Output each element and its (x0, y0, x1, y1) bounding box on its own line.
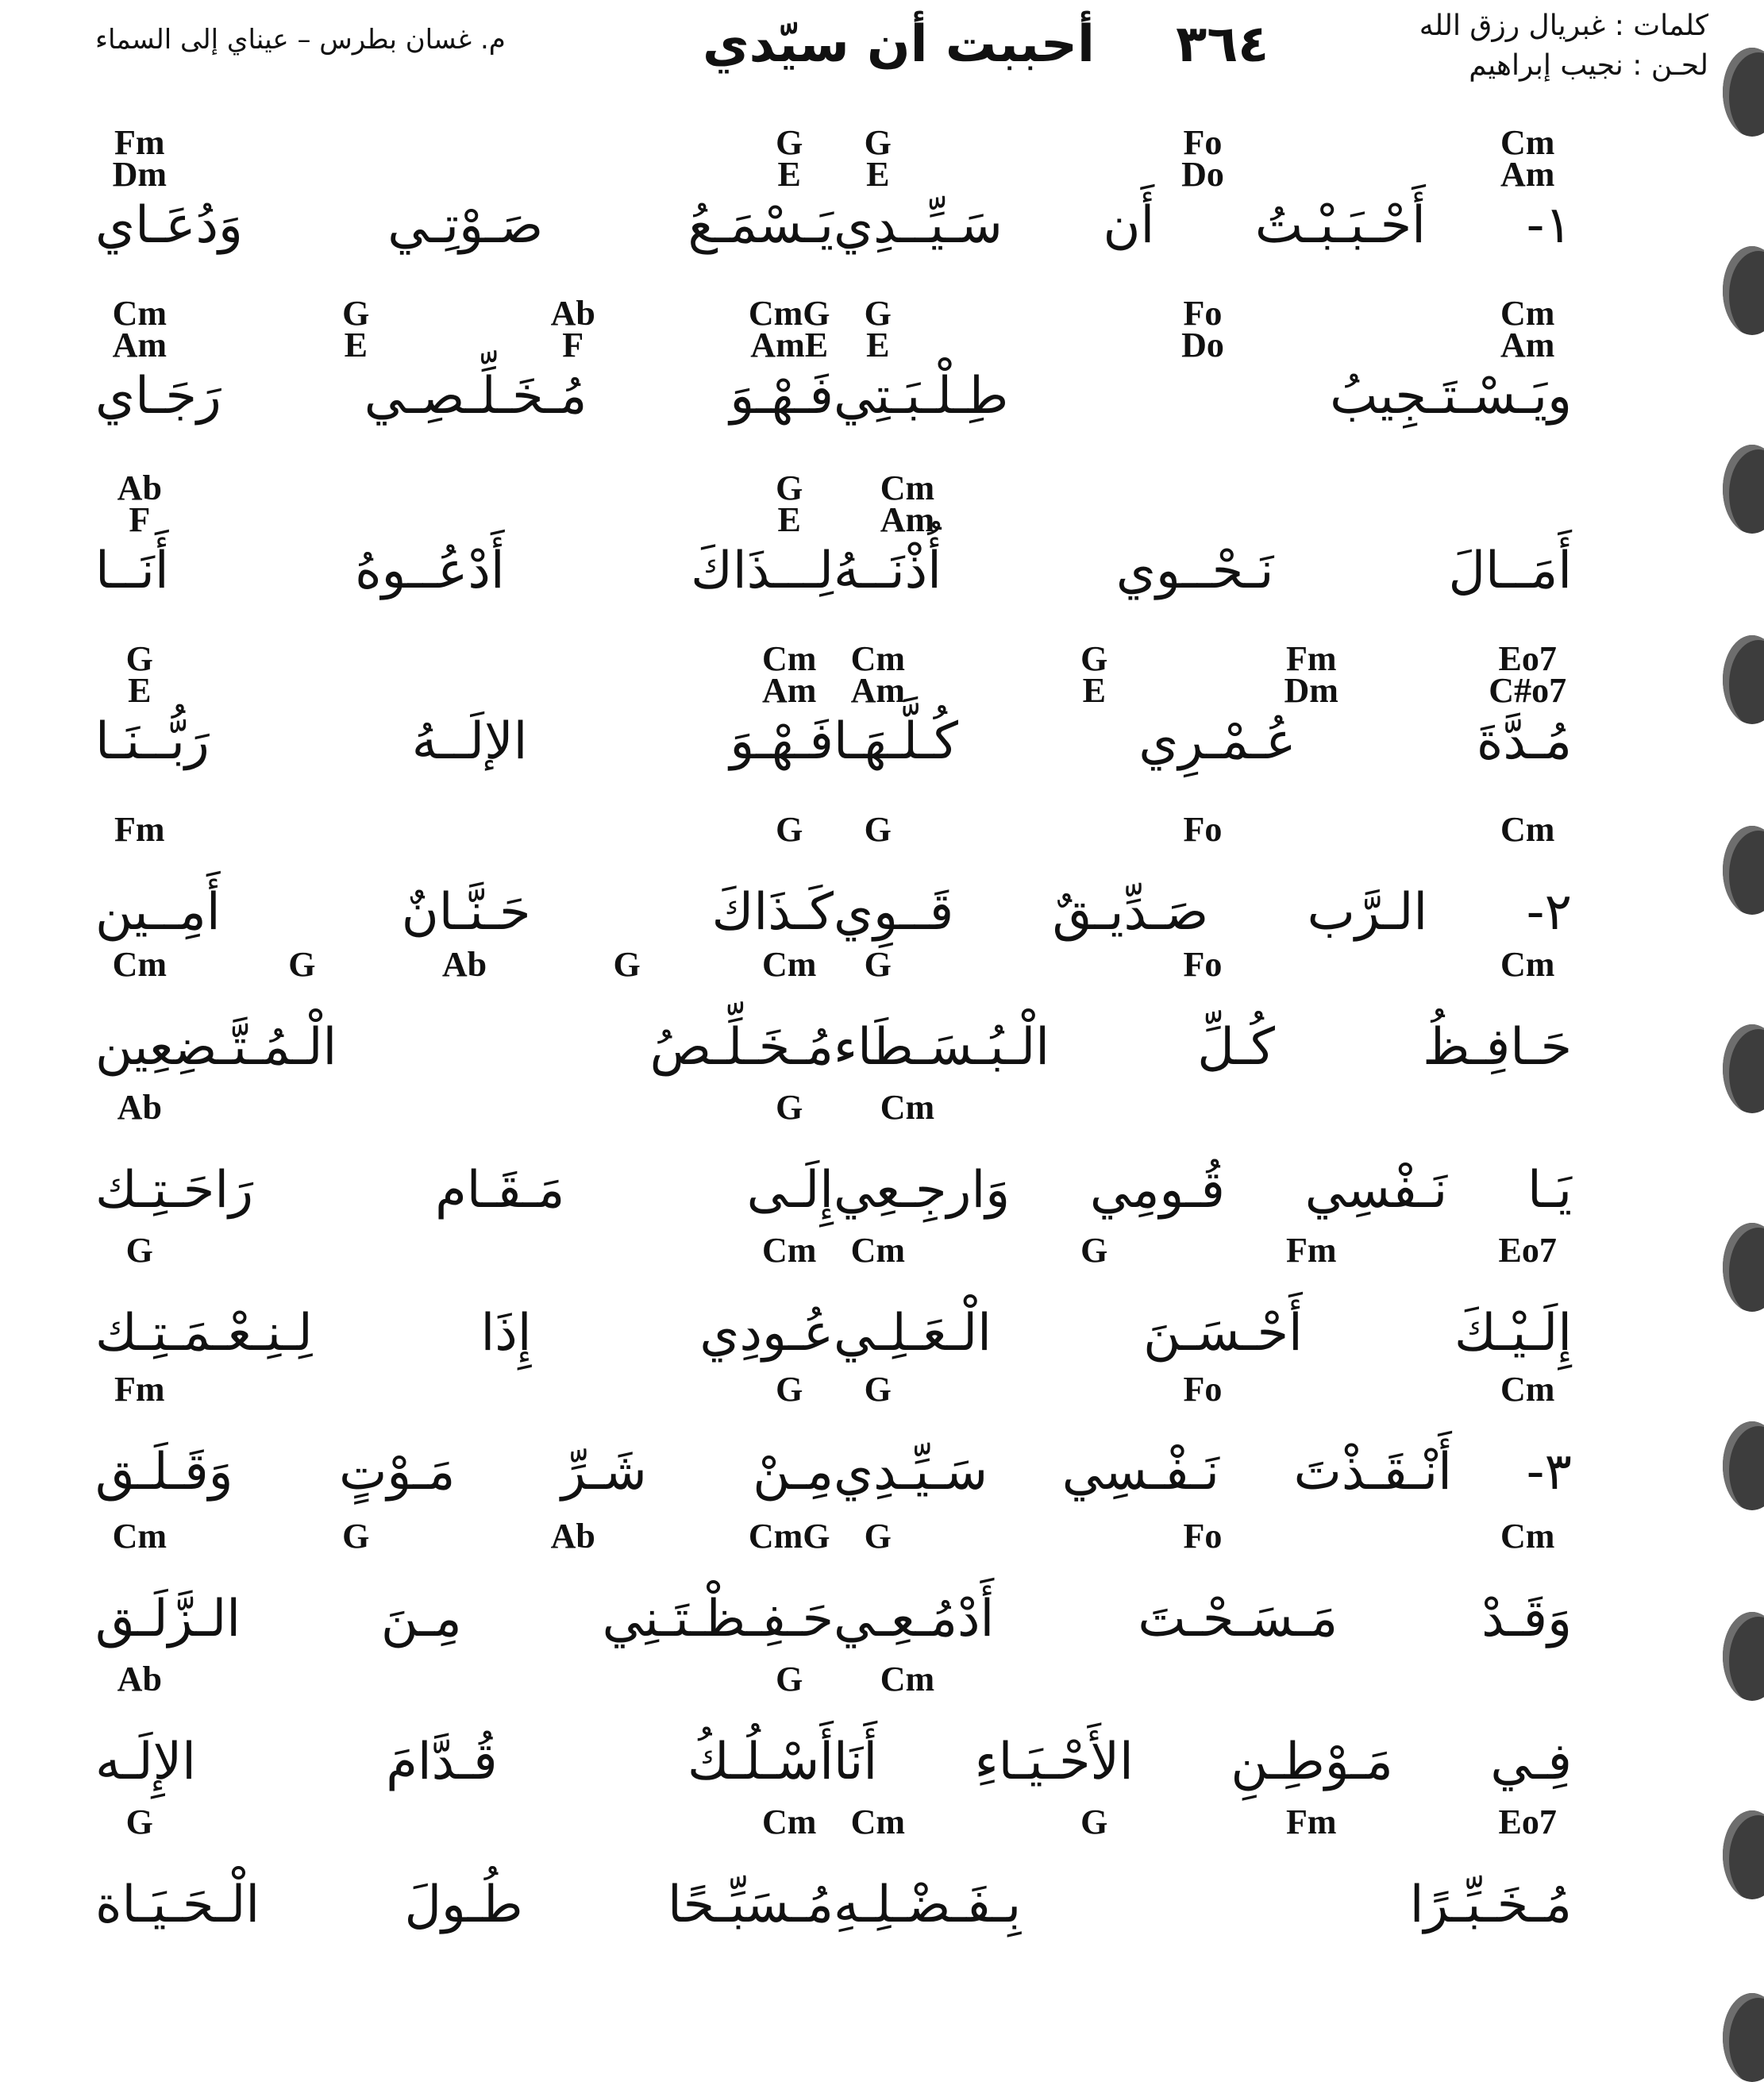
chord-primary: G (864, 294, 892, 333)
binder-tabs (1724, 0, 1764, 2033)
chord-symbol (864, 1517, 892, 1556)
lyric-text: أَمَــالَ نَـحْــوي أُذْنَــهُ (834, 542, 1572, 600)
chord-symbol (112, 1517, 168, 1556)
chord-symbol (342, 294, 370, 364)
chord-primary: G (776, 1088, 803, 1127)
chord-symbol (761, 1231, 817, 1270)
chord-primary: Ab (117, 1088, 162, 1127)
hemistich-left (95, 1088, 834, 1227)
chord-primary: Cm (112, 945, 168, 984)
chord-symbol (850, 1802, 906, 1841)
lyric-text: يَـا نَـفْسِي قُـومِي وَارجِـعِي (834, 1161, 1572, 1220)
chord-primary: Eo7 (1498, 1802, 1557, 1841)
chord-symbol (1500, 294, 1555, 364)
lyric-text: فَـهْـوَ مُـخَـلِّـصِـي رَجَـاي (95, 367, 834, 426)
stanza-line (95, 1660, 1683, 1799)
chord-symbol (850, 639, 906, 710)
binder-tab (1723, 246, 1764, 335)
lyric-text: حَـافِـظُ كُـلِّ الْـبُـسَـطَاء (834, 1018, 1572, 1077)
chord-primary: G (864, 1370, 892, 1409)
binder-tab (1723, 1024, 1764, 1113)
chord-row (834, 945, 1572, 1014)
chord-symbol (441, 945, 487, 984)
chord-symbol (112, 945, 168, 984)
chord-primary: Ab (441, 945, 487, 984)
chord-alternate: E (128, 671, 152, 710)
chord-primary: CmG (748, 294, 830, 333)
chord-primary: G (125, 1802, 153, 1841)
stanza-line (95, 1517, 1683, 1656)
chord-primary: Cm (880, 468, 935, 507)
chord-symbol (761, 945, 817, 984)
hemistich-left (95, 1660, 834, 1799)
chord-primary: Cm (850, 1231, 906, 1270)
hemistich-left (95, 1370, 834, 1509)
chord-symbol (1181, 123, 1224, 194)
hemistich-right (834, 1802, 1572, 1941)
stanza-line (95, 123, 1683, 262)
chord-symbol (1183, 810, 1223, 849)
chord-primary: Eo7 (1498, 1231, 1557, 1270)
chord-primary: G (776, 123, 803, 162)
chord-row (834, 1231, 1572, 1300)
music-credit: لحـن : نجيب إبراهيم (1469, 49, 1708, 82)
chord-alternate: E (344, 326, 368, 364)
chord-primary: Cm (1500, 1517, 1555, 1556)
chord-primary: G (288, 945, 316, 984)
hemistich-right (834, 294, 1572, 433)
chord-primary: G (613, 945, 641, 984)
chord-row (834, 810, 1572, 879)
chord-symbol (117, 1660, 162, 1698)
chord-primary: Ab (550, 1517, 595, 1556)
chord-primary: Fm (114, 123, 165, 162)
stanza-line (95, 468, 1683, 607)
chord-symbol (776, 123, 803, 194)
hemistich-left (95, 123, 834, 262)
chord-primary: G (1080, 1802, 1108, 1841)
chord-symbol (850, 1231, 906, 1270)
hemistich-left (95, 294, 834, 433)
chord-symbol (864, 294, 892, 364)
stanza-line (95, 945, 1683, 1084)
chord-primary: Fm (1285, 639, 1337, 678)
chord-primary: Fo (1183, 945, 1223, 984)
chord-symbol (864, 810, 892, 849)
chord-symbol (1080, 639, 1108, 710)
chord-row (834, 294, 1572, 364)
chord-symbol (288, 945, 316, 984)
chord-primary: Fm (114, 1370, 165, 1409)
chord-symbol (114, 810, 165, 849)
chord-alternate: Am (850, 671, 906, 710)
chord-primary: G (125, 1231, 153, 1270)
chord-alternate: E (1082, 671, 1106, 710)
song-number: ٣٦٤ (1176, 15, 1269, 74)
hemistich-right (834, 1088, 1572, 1227)
binder-tab (1723, 1223, 1764, 1312)
chord-alternate: Do (1181, 326, 1224, 364)
chord-symbol (125, 1231, 153, 1270)
lyric-text: ٣- أَنْـقَـذْتَ نَـفْـسِي سَـيِّـدِي (834, 1443, 1572, 1502)
chord-symbol (776, 468, 803, 539)
hemistich-left (95, 945, 834, 1084)
stanza-line (95, 1802, 1683, 1941)
chord-alternate: Dm (1284, 671, 1338, 710)
lyric-text: عُـودِي إِذَا لِـنِـعْـمَـتِـك (95, 1304, 834, 1363)
chord-alternate: E (777, 500, 801, 539)
lyric-text: كَـذَاكَ حَـنَّـانٌ أَمِــين (95, 883, 834, 942)
chord-row (834, 639, 1572, 710)
chord-primary: Cm (1500, 945, 1555, 984)
chord-symbol (761, 639, 817, 710)
song-title: أحببت أن سيّدي (703, 15, 1095, 74)
chord-alternate: AmE (750, 326, 829, 364)
chord-primary: G (776, 468, 803, 507)
chord-primary: Fo (1183, 1517, 1223, 1556)
chord-alternate: Do (1181, 155, 1224, 194)
chord-row (95, 945, 834, 1014)
chord-primary: Cm (850, 1802, 906, 1841)
binder-tab (1723, 1612, 1764, 1701)
chord-primary: Cm (761, 1802, 817, 1841)
chord-primary: G (342, 294, 370, 333)
chord-symbol (1284, 639, 1338, 710)
chord-symbol (112, 294, 168, 364)
chord-primary: Fo (1183, 123, 1223, 162)
chord-symbol (776, 810, 803, 849)
chord-symbol (1500, 810, 1555, 849)
binder-tab (1723, 826, 1764, 915)
chord-symbol (1500, 1370, 1555, 1409)
lyric-text: مُـخَـلِّـصُ الْـمُـتَّـضِعِين (95, 1018, 834, 1077)
chord-symbol (1489, 639, 1567, 710)
chord-row (95, 468, 834, 539)
chord-alternate: C#o7 (1489, 671, 1567, 710)
chord-row (95, 123, 834, 194)
credits (1419, 6, 1708, 86)
chord-primary: Cm (112, 1517, 168, 1556)
chord-primary: CmG (748, 1517, 830, 1556)
hemistich-right (834, 1370, 1572, 1509)
hemistich-left (95, 1517, 834, 1656)
chord-symbol (880, 1660, 935, 1698)
hemistich-right (834, 1517, 1572, 1656)
chord-primary: G (776, 1370, 803, 1409)
chord-primary: G (125, 639, 153, 678)
chord-symbol (1183, 945, 1223, 984)
chord-primary: G (1080, 1231, 1108, 1270)
chord-primary: G (864, 945, 892, 984)
chord-row (834, 1088, 1572, 1157)
chord-symbol (1500, 945, 1555, 984)
stanza-line (95, 639, 1683, 778)
chord-symbol (117, 1088, 162, 1127)
stanza-line (95, 1231, 1683, 1370)
chord-alternate: E (777, 155, 801, 194)
hemistich-right (834, 810, 1572, 949)
source-reference: م. غسان بطرس – عيناي إلى السماء (95, 24, 506, 56)
chord-primary: Cm (761, 639, 817, 678)
chord-primary: Fm (1285, 1231, 1337, 1270)
lyric-text: إِلَـى مَـقَـام رَاحَـتِـك (95, 1161, 834, 1220)
chord-symbol (550, 1517, 595, 1556)
chord-row (95, 1517, 834, 1586)
chord-symbol (864, 123, 892, 194)
lyric-text: ويَـسْـتَـجِيبُ طِـلْـبَـتِي (834, 367, 1572, 426)
chord-primary: G (342, 1517, 370, 1556)
hemistich-right (834, 1231, 1572, 1370)
binder-tab (1723, 445, 1764, 534)
lyric-text: ١- أَحْـبَـبْـتُ أَن سَـيِّــدِي (834, 196, 1572, 255)
chord-primary: Cm (880, 1660, 935, 1698)
chord-primary: Cm (1500, 123, 1555, 162)
chord-symbol (880, 1088, 935, 1127)
chord-primary: Eo7 (1498, 639, 1557, 678)
lyric-text: ٢- الـرَّب صَـدِّيـقٌ قَــوِي (834, 883, 1572, 942)
hemistich-right (834, 945, 1572, 1084)
chord-primary: Cm (1500, 294, 1555, 333)
lyric-text: حَـفِـظْـتَـنِي مِـنَ الـزَّلَـق (95, 1590, 834, 1648)
chord-alternate: E (866, 326, 890, 364)
chord-primary: G (864, 123, 892, 162)
chord-primary: G (864, 1517, 892, 1556)
binder-tab (1723, 1810, 1764, 1899)
chord-symbol (613, 945, 641, 984)
chord-row (95, 294, 834, 364)
chord-primary: G (864, 810, 892, 849)
lyric-text: أَسْـلُـكُ قُـدَّامَ الإِلَـه (95, 1733, 834, 1791)
chord-symbol (776, 1660, 803, 1698)
chord-symbol (342, 1517, 370, 1556)
chord-row (95, 810, 834, 879)
chord-row (95, 1231, 834, 1300)
chord-alternate: Am (112, 326, 168, 364)
lyric-text: مُـدَّةَ عُـمْـرِي كُـلَّـهَـا (834, 712, 1572, 771)
chord-symbol (1500, 1517, 1555, 1556)
chord-row (834, 1370, 1572, 1439)
stanza-line (95, 1370, 1683, 1509)
chord-symbol (1498, 1231, 1557, 1270)
chord-row (834, 1517, 1572, 1586)
hemistich-left (95, 1802, 834, 1941)
chord-primary: Cm (112, 294, 168, 333)
chord-primary: Fm (114, 810, 165, 849)
chord-row (834, 1660, 1572, 1729)
lyric-text: مِـنْ شَـرِّ مَـوْتٍ وَقَـلَـق (95, 1443, 834, 1502)
chord-symbol (1498, 1802, 1557, 1841)
chord-symbol (1080, 1802, 1108, 1841)
chord-symbol (1181, 294, 1224, 364)
chord-symbol (1183, 1517, 1223, 1556)
lyric-text: مُـسَبِّـحًا طُـولَ الْـحَـيَـاة (95, 1876, 834, 1934)
lyric-text: وَقَـدْ مَـسَـحْـتَ أَدْمُـعِـي (834, 1590, 1572, 1648)
chord-primary: Cm (1500, 810, 1555, 849)
binder-tab (1723, 635, 1764, 724)
lyrics-credit: كلمات : غبريال رزق الله (1419, 10, 1708, 42)
chord-symbol (1500, 123, 1555, 194)
chord-primary: Cm (850, 639, 906, 678)
chord-alternate: F (562, 326, 584, 364)
chord-symbol (1183, 1370, 1223, 1409)
lyric-text: مُـخَـبِّـرًا بِـفَـضْـلِـهِ (834, 1876, 1572, 1934)
binder-tab (1723, 1993, 1764, 2082)
stanza-line (95, 1088, 1683, 1227)
chord-symbol (125, 639, 153, 710)
lyric-text: إِلَـيْـكَ أَحْـسَـنَ الْـعَـلِـي (834, 1304, 1572, 1363)
lyric-text: يَـسْمَـعُ صَـوْتِـي وَدُعَـاي (95, 196, 834, 255)
chord-primary: Ab (117, 1660, 162, 1698)
hemistich-right (834, 123, 1572, 262)
chord-alternate: Am (1500, 326, 1555, 364)
chord-primary: Ab (550, 294, 595, 333)
chord-row (834, 1802, 1572, 1872)
chord-symbol (864, 1370, 892, 1409)
chord-primary: Cm (880, 1088, 935, 1127)
binder-tab (1723, 1421, 1764, 1510)
chord-primary: Fo (1183, 294, 1223, 333)
chord-symbol (117, 468, 162, 539)
chord-symbol (125, 1802, 153, 1841)
chord-symbol (550, 294, 595, 364)
chord-primary: Cm (761, 1231, 817, 1270)
hemistich-left (95, 639, 834, 778)
chord-primary: G (776, 810, 803, 849)
chord-alternate: E (866, 155, 890, 194)
chord-row (834, 468, 1572, 539)
chord-symbol (1080, 1231, 1108, 1270)
chord-row (95, 1802, 834, 1872)
chord-primary: Cm (761, 945, 817, 984)
chord-symbol (114, 1370, 165, 1409)
chord-symbol (748, 1517, 830, 1556)
chord-row (95, 1660, 834, 1729)
chord-row (95, 1370, 834, 1439)
stanza-line (95, 810, 1683, 949)
hemistich-left (95, 1231, 834, 1370)
lyric-text: فَـهْـوَ الإلَــهُ رَبُّــنَـا (95, 712, 834, 771)
binder-tab (1723, 48, 1764, 137)
chord-primary: Cm (1500, 1370, 1555, 1409)
chord-primary: Fo (1183, 810, 1223, 849)
chord-primary: G (776, 1660, 803, 1698)
hemistich-left (95, 810, 834, 949)
chord-alternate: F (129, 500, 151, 539)
song-title-block (703, 5, 1269, 84)
lyric-text: فِـي مَـوْطِـنِ الأَحْـيَـاءِ أَنَا (834, 1733, 1572, 1791)
hemistich-right (834, 639, 1572, 778)
chord-symbol (880, 468, 935, 539)
chord-primary: G (1080, 639, 1108, 678)
chord-alternate: Dm (112, 155, 168, 194)
hemistich-right (834, 1660, 1572, 1799)
chord-alternate: Am (880, 500, 935, 539)
stanza-line (95, 294, 1683, 433)
hemistich-right (834, 468, 1572, 607)
chord-primary: Fm (1285, 1802, 1337, 1841)
chord-primary: Fo (1183, 1370, 1223, 1409)
chord-symbol (748, 294, 830, 364)
hemistich-left (95, 468, 834, 607)
chord-symbol (1285, 1231, 1337, 1270)
chord-alternate: Am (1500, 155, 1555, 194)
chord-symbol (1285, 1802, 1337, 1841)
chord-row (95, 639, 834, 710)
chord-row (95, 1088, 834, 1157)
chord-symbol (761, 1802, 817, 1841)
chord-alternate: Am (761, 671, 817, 710)
chord-row (834, 123, 1572, 194)
chord-symbol (776, 1370, 803, 1409)
chord-symbol (776, 1088, 803, 1127)
chord-symbol (864, 945, 892, 984)
lyric-text: لِـــذَاكَ أَدْعُــوهُ أَنَــا (95, 542, 834, 600)
chord-symbol (112, 123, 168, 194)
chord-primary: Ab (117, 468, 162, 507)
